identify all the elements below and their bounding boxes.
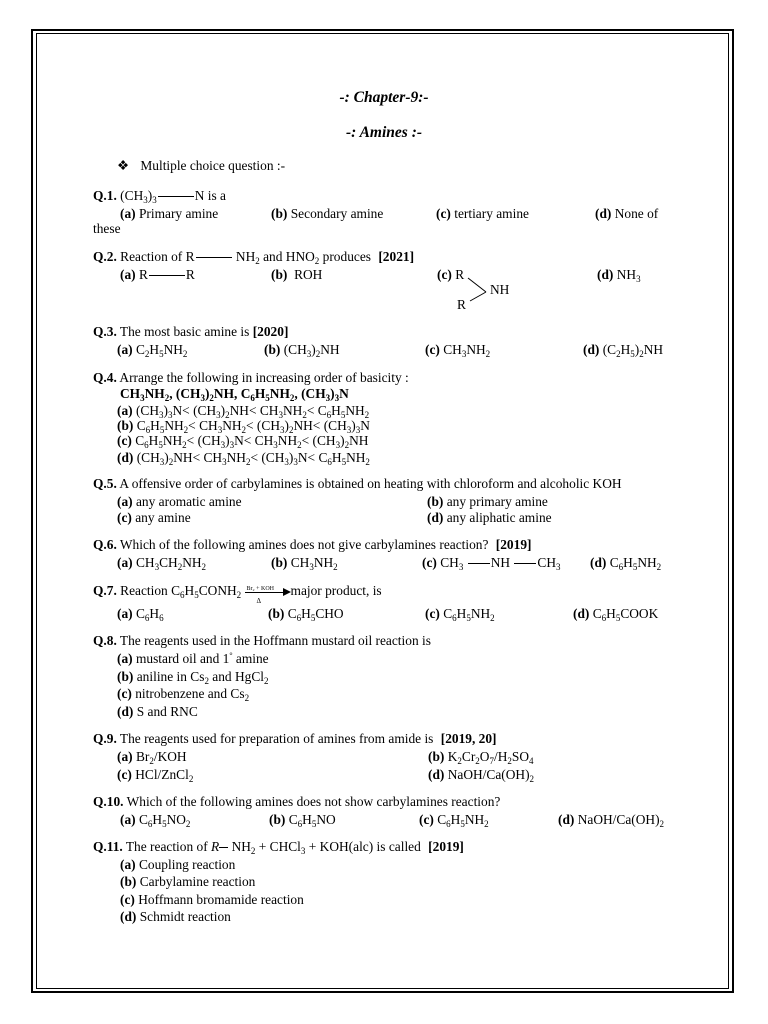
question-8: Q.8. The reagents used in the Hoffmann mustard oil reaction is (93, 633, 431, 648)
q5-option-a: (a) any aromatic amine (117, 494, 242, 509)
q6-option-b: (b) $CH_3NH_2$ (271, 555, 338, 572)
q6-option-a: (a) $CH_3CH_2NH_2$ (117, 555, 207, 572)
diamond-bullet-icon: ❖ (117, 158, 130, 173)
q3-option-a: (a) $C_2H_5NH_2$ (117, 342, 188, 359)
question-1: Q.1. $(CH_3)_3$ N is a (93, 188, 226, 205)
q11-option-a: (a) Coupling reaction (120, 857, 236, 872)
q11-option-d: (d) Schmidt reaction (120, 909, 231, 924)
q5-option-c: (c) any amine (117, 510, 191, 525)
q8-option-a: (a) mustard oil and 1° amine (117, 651, 269, 666)
q2-option-c: (c) R (437, 267, 465, 282)
q6-option-d: (d) $C_6H_5NH_2$ (590, 555, 662, 572)
q2-option-d: (d) $NH_3$ (597, 267, 641, 284)
q3-option-c: (c) $CH_3NH_2$ (425, 342, 491, 359)
q2-option-c-r2: R (457, 297, 466, 312)
section-heading: ❖ Multiple choice question :- (117, 158, 286, 173)
q2-option-b: (b) ROH (271, 267, 323, 282)
question-9: Q.9. The reagents used for preparation of amines from amide is [2019, 20] (93, 731, 497, 746)
q7-option-a: (a) $C_6H_6$ (117, 606, 164, 623)
q5-option-b: (b) any primary amine (427, 494, 548, 509)
q11-option-b: (b) Carbylamine reaction (120, 874, 256, 889)
q7-option-b: (b) $C_6H_5CHO$ (268, 606, 344, 623)
question-6: Q.6. Which of the following amines does not give carbylamines reaction? [2019] (93, 537, 532, 552)
question-4: Q.4. Arrange the following in increasing order of basicity : (93, 370, 409, 385)
q4-option-b: (b) $C_6H_5NH_2< CH_3NH_2< (CH_3)_2NH< (CH_3)_3N$ (117, 418, 370, 435)
q1-option-c: (c) tertiary amine (436, 206, 529, 221)
q7-option-c: (c) $C_6H_5NH_2$ (425, 606, 495, 623)
q10-option-b: (b) $C_6H_5NO$ (269, 812, 336, 829)
q6-option-c: (c) $CH_3$ NH $CH_3$ (422, 555, 561, 572)
q4-compounds: $CH_3NH_2$, $(CH_3)_2NH$, $C_6H_5NH_2$, $(CH_3)_3N$ (120, 386, 349, 403)
q2-option-c-bonds (466, 276, 490, 302)
q7-option-d: (d) $C_6H_5COOK$ (573, 606, 659, 623)
q4-option-a: (a) $(CH_3)_3N< (CH_3)_2NH< CH_3NH_2< C_6H_5NH_2$ (117, 403, 370, 420)
q8-option-b: (b) aniline in $Cs_2$ and HgCl$_2$ (117, 669, 269, 686)
q2-option-a: (a) R R (120, 267, 195, 282)
q8-option-c: (c) nitrobenzene and $Cs_2$ (117, 686, 250, 703)
q1-option-b: (b) Secondary amine (271, 206, 384, 221)
topic-title: -: Amines :- (345, 124, 423, 141)
q10-option-c: (c) $C_6H_5NH_2$ (419, 812, 489, 829)
reaction-arrow-icon: Br₂ + KOH Δ (245, 585, 291, 599)
question-7: Q.7. Reaction $C_6H_5CONH_2$ Br₂ + KOH Δ major product, is (93, 583, 382, 605)
q10-option-d: (d) NaOH/$Ca(OH)_2$ (558, 812, 665, 829)
q2-option-c-nh: NH (490, 282, 510, 297)
q11-option-c: (c) Hoffmann bromamide reaction (120, 892, 304, 907)
question-11: Q.11. The reaction of R $NH_2$ + CHCl$_3$ + KOH(alc) is called [2019] (93, 839, 464, 856)
q9-option-a: (a) $Br_2$/KOH (117, 749, 187, 766)
q8-option-d: (d) S and RNC (117, 704, 198, 719)
q9-option-d: (d) NaOH/$Ca(OH)_2$ (428, 767, 535, 784)
q3-option-d: (d) $(C_2H_5)_2NH$ (583, 342, 664, 359)
q10-option-a: (a) $C_6H_5NO_2$ (120, 812, 191, 829)
q9-option-b: (b) $K_2Cr_2O_7/H_2SO_4$ (428, 749, 534, 766)
question-10: Q.10. Which of the following amines does not show carbylamines reaction? (93, 794, 501, 809)
q1-option-d-cont: these (93, 221, 121, 236)
question-5: Q.5. A offensive order of carbylamines is obtained on heating with chloroform and alcoholic KOH (93, 476, 622, 491)
chapter-title: -: Chapter-9:- (339, 89, 429, 106)
question-2: Q.2. Reaction of R $NH_2$ and $HNO_2$ produces [2021] (93, 249, 415, 266)
q3-option-b: (b) $(CH_3)_2NH$ (264, 342, 340, 359)
question-3: Q.3. The most basic amine is [2020] (93, 324, 289, 339)
q4-option-c: (c) $C_6H_5NH_2< (CH_3)_3N< CH_3NH_2< (CH_3)_2NH$ (117, 433, 369, 450)
q9-option-c: (c) HCl/ZnCl$_2$ (117, 767, 194, 784)
q5-option-d: (d) any aliphatic amine (427, 510, 552, 525)
q1-option-d: (d) None of (595, 206, 659, 221)
q1-option-a: (a) Primary amine (120, 206, 219, 221)
q4-option-d: (d) $(CH_3)_2NH< CH_3NH_2< (CH_3)_3N< C_6H_5NH_2$ (117, 450, 370, 467)
